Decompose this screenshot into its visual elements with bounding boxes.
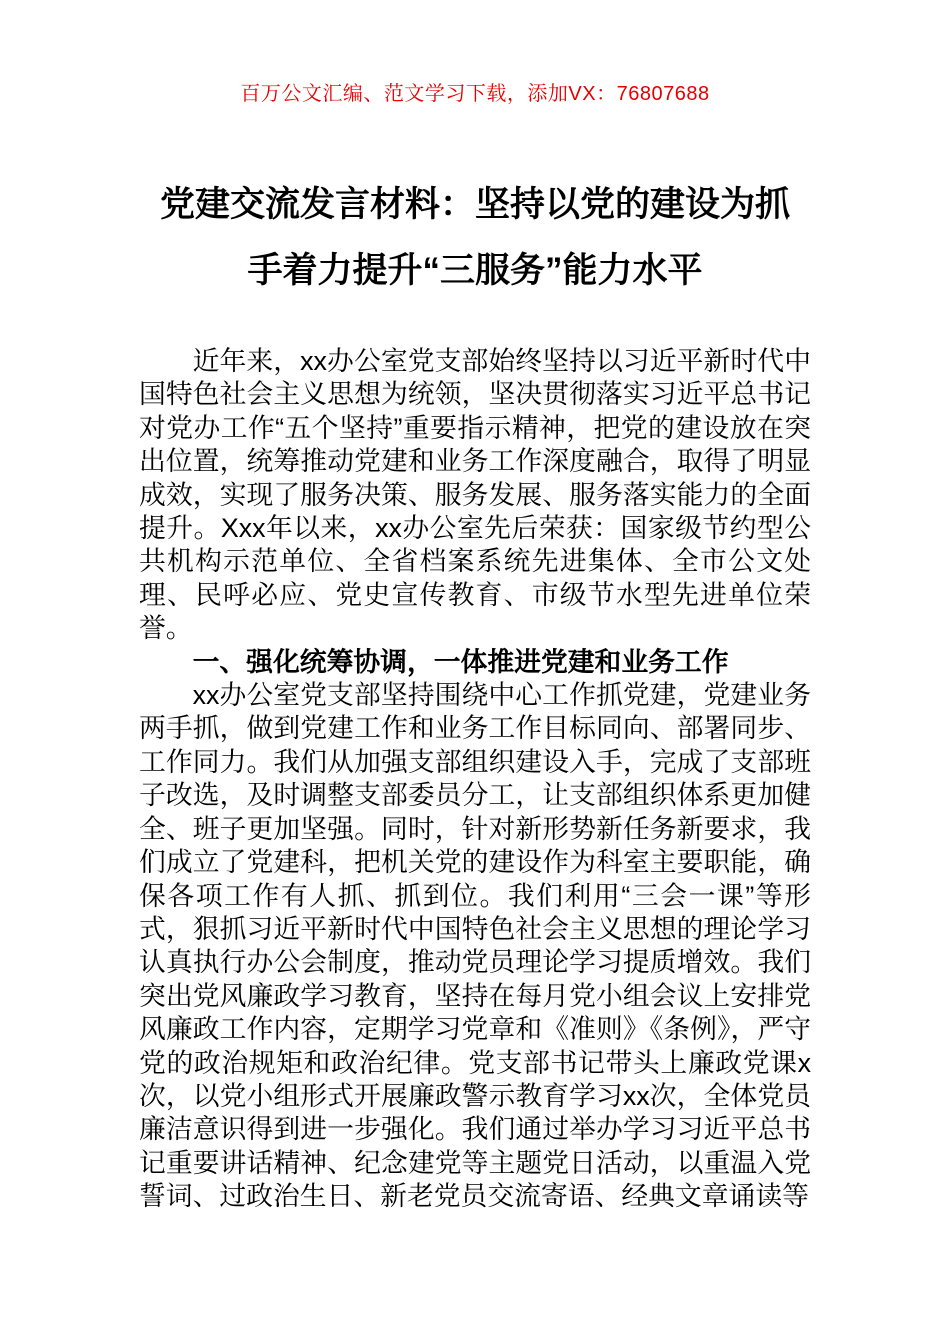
document-body — [139, 345, 811, 1214]
paragraph-intro: 近年来，xx办公室党支部始终坚持以习近平新时代中国特色社会主义思想为统领，坚决贯彻落实习近平总书记对党办工作“五个坚持”重要指示精神，把党的建设放在突出位置，统筹推动党建和业务工作深度融合，取得了明显成效，实现了服务决策、服务发展、服务落实能力的全面提升。Xxx年以来，xx办公室先后荣获：国家级节约型公共机构示范单位、全省档案系统先进集体、全市公文处理、民呼必应、党史宣传教育、市级节水型先进单位荣誉。 — [139, 346, 811, 644]
paragraph-section-1: xx办公室党支部坚持围绕中心工作抓党建，党建业务两手抓，做到党建工作和业务工作目标同向、部署同步、工作同力。我们从加强支部组织建设入手，完成了支部班子改选，及时调整支部委员分工，让支部组织体系更加健全、班子更加坚强。同时，针对新形势新任务新要求，我们成立了党建科，把机关党的建设作为科室主要职能，确保各项工作有人抓、抓到位。我们利用“三会一课”等形式，狠抓习近平新时代中国特色社会主义思想的理论学习认真执行办公会制度，推动党员理论学习提质增效。我们突出党风廉政学习教育，坚持在每月党小组会议上安排党风廉政工作内容，定期学习党章和《准则》《条例》，严守党的政治规矩和政治纪律。党支部书记带头上廉政党课x次，以党小组形式开展廉政警示教育学习xx次，全体党员廉洁意识得到进一步强化。我们通过举办学习习近平总书记重要讲话精神、纪念建党等主题党日活动，以重温入党誓词、过政治生日、新老党员交流寄语、经典文章诵读等 — [139, 680, 811, 1212]
document-title — [135, 172, 815, 304]
title-line-2: 手着力提升“三服务”能力水平 — [247, 251, 703, 290]
promo-header-text: 百万公文汇编、范文学习下载，添加VX：76807688 — [240, 83, 710, 105]
title-line-1: 党建交流发言材料：坚持以党的建设为抓 — [159, 185, 790, 224]
section-heading-1: 一、强化统筹协调，一体推进党建和业务工作 — [192, 646, 729, 677]
